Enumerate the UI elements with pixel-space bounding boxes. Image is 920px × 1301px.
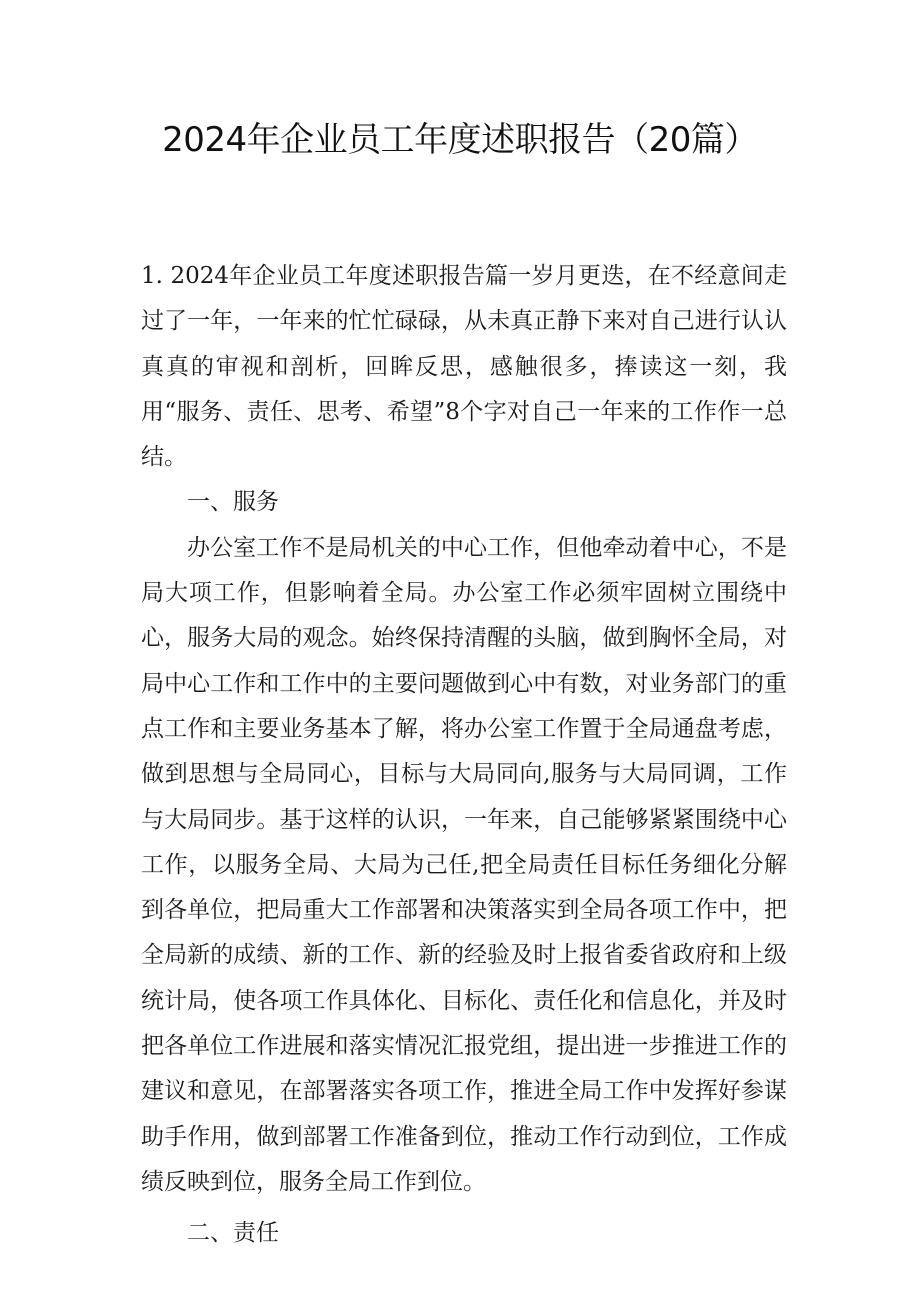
document-body <box>141 254 787 1257</box>
intro-paragraph: 1. 2024年企业员工年度述职报告篇一岁月更迭，在不经意间走过了一年，一年来的忙忙碌碌，从未真正静下来对自己进行认认真真的审视和剖析，回眸反思，感触很多，捧读这一刻，我用“服务、责任、思考、希望”8个字对自己一年来的工作作一总结。 <box>141 263 787 471</box>
section-heading-responsibility: 二、责任 <box>187 1220 279 1247</box>
service-paragraph: 办公室工作不是局机关的中心工作，但他牵动着中心，不是局大项工作，但影响着全局。办公室工作必须牢固树立围绕中心，服务大局的观念。始终保持清醒的头脑，做到胸怀全局，对局中心工作和工作中的主要问题做到心中有数，对业务部门的重点工作和主要业务基本了解，将办公室工作置于全局通盘考虑，做到思想与全局同心，目标与大局同向,服务与大局同调，工作与大局同步。基于这样的认识，一年来，自己能够紧紧围绕中心工作，以服务全局、大局为己任,把全局责任目标任务细化分解到各单位，把局重大工作部署和决策落实到全局各项工作中，把全局新的成绩、新的工作、新的经验及时上报省委省政府和上级统计局，使各项工作具体化、目标化、责任化和信息化，并及时把各单位工作进展和落实情况汇报党组，提出进一步推进工作的建议和意见，在部署落实各项工作，推进全局工作中发挥好参谋助手作用，做到部署工作准备到位，推动工作行动到位，工作成绩反映到位，服务全局工作到位。 <box>141 534 787 1195</box>
section-heading-service: 一、服务 <box>187 489 279 516</box>
document-title: 2024年企业员工年度述职报告（20篇） <box>162 120 758 160</box>
